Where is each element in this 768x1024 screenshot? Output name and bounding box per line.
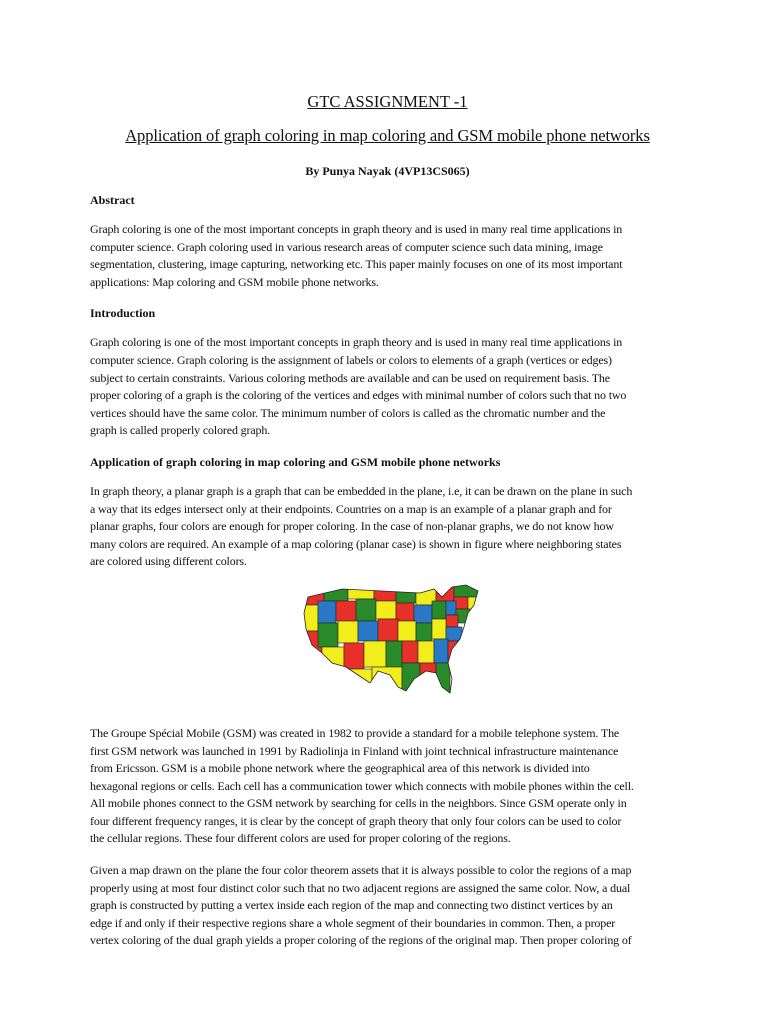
text-line: vertex coloring of the dual graph yields a proper coloring of the regions of the original map. Then proper coloring of bbox=[90, 933, 632, 948]
document-page bbox=[90, 92, 685, 964]
text-line: Given a map drawn on the plane the four color theorem assets that it is always possible to color the regions of a map bbox=[90, 863, 632, 878]
text-line: the cellular regions. These four different colors are used for proper coloring of the regions. bbox=[90, 831, 511, 846]
author-byline: By Punya Nayak (4VP13CS065) bbox=[305, 164, 470, 178]
text-line: computer science. Graph coloring is the assignment of labels or colors to elements of a graph (vertices or edges) bbox=[90, 352, 612, 367]
document-title: GTC ASSIGNMENT -1 bbox=[307, 92, 468, 111]
text-line: properly using at most four distinct color such that no two adjacent regions are assigned the same color. Now, a dual bbox=[90, 880, 631, 895]
application-paragraph-1 bbox=[90, 483, 685, 571]
text-line: subject to certain constraints. Various coloring methods are available and can be used on requirement basis. The bbox=[90, 370, 610, 385]
map-figure bbox=[90, 583, 685, 701]
text-line: first GSM network was launched in 1991 by Radiolinja in Finland with joint technical infrastructure maintenance bbox=[90, 743, 619, 758]
application-paragraph-3 bbox=[90, 862, 685, 950]
introduction-heading: Introduction bbox=[90, 306, 156, 321]
text-line: a way that its edges intersect only at their endpoints. Countries on a map is an example of a planar graph and for bbox=[90, 501, 612, 516]
application-paragraph-2 bbox=[90, 725, 685, 848]
text-line: The Groupe Spécial Mobile (GSM) was created in 1982 to provide a standard for a mobile telephone system. The bbox=[90, 725, 620, 740]
introduction-paragraph bbox=[90, 334, 685, 440]
text-line: planar graphs, four colors are enough for proper coloring. In the case of non-planar graphs, we do not know how bbox=[90, 519, 614, 534]
text-line: from Ericsson. GSM is a mobile phone network where the geographical area of this network is divided into bbox=[90, 761, 590, 776]
text-line: many colors are required. An example of a map coloring (planar case) is shown in figure where neighboring states bbox=[90, 536, 622, 551]
text-line: All mobile phones connect to the GSM network by searching for cells in the neighbors. Since GSM operate only in bbox=[90, 796, 627, 811]
text-line: proper coloring of a graph is the coloring of the vertices and edges with minimal number of colors such that no two bbox=[90, 388, 627, 403]
text-line: Graph coloring is one of the most important concepts in graph theory and is used in many real time applications in bbox=[90, 335, 623, 350]
text-line: In graph theory, a planar graph is a graph that can be embedded in the plane, i.e, it can be drawn on the plane in such bbox=[90, 483, 633, 498]
text-line: are colored using different colors. bbox=[90, 554, 247, 569]
text-line: Graph coloring is one of the most important concepts in graph theory and is used in many real time applications in bbox=[90, 222, 623, 236]
text-line: segmentation, clustering, image capturing, networking etc. This paper mainly focuses on one of its most important bbox=[90, 257, 623, 272]
abstract-heading: Abstract bbox=[90, 193, 135, 207]
text-line: edge if and only if their respective regions share a whole segment of their boundaries in common. Then, a proper bbox=[90, 915, 616, 930]
text-line: graph is called properly colored graph. bbox=[90, 423, 271, 438]
text-line: hexagonal regions or cells. Each cell has a communication tower which connects with mobile phones within the cell. bbox=[90, 778, 634, 793]
text-line: applications: Map coloring and GSM mobile phone networks. bbox=[90, 274, 379, 289]
application-heading: Application of graph coloring in map coloring and GSM mobile phone networks bbox=[90, 454, 501, 469]
text-line: four different frequency ranges, it is clear by the concept of graph theory that only four colors can be used to color bbox=[90, 813, 622, 828]
text-line: graph is constructed by putting a vertex inside each region of the map and connecting two distinct vertices by an bbox=[90, 898, 613, 913]
abstract-paragraph bbox=[90, 221, 685, 291]
text-line: computer science. Graph coloring used in various research areas of computer science such data mining, image bbox=[90, 239, 603, 254]
text-line: vertices should have the same color. The minimum number of colors is called as the chromatic number and the bbox=[90, 405, 606, 420]
us-map-coloring-icon bbox=[302, 583, 482, 701]
document-subtitle: Application of graph coloring in map coloring and GSM mobile phone networks bbox=[125, 126, 650, 145]
